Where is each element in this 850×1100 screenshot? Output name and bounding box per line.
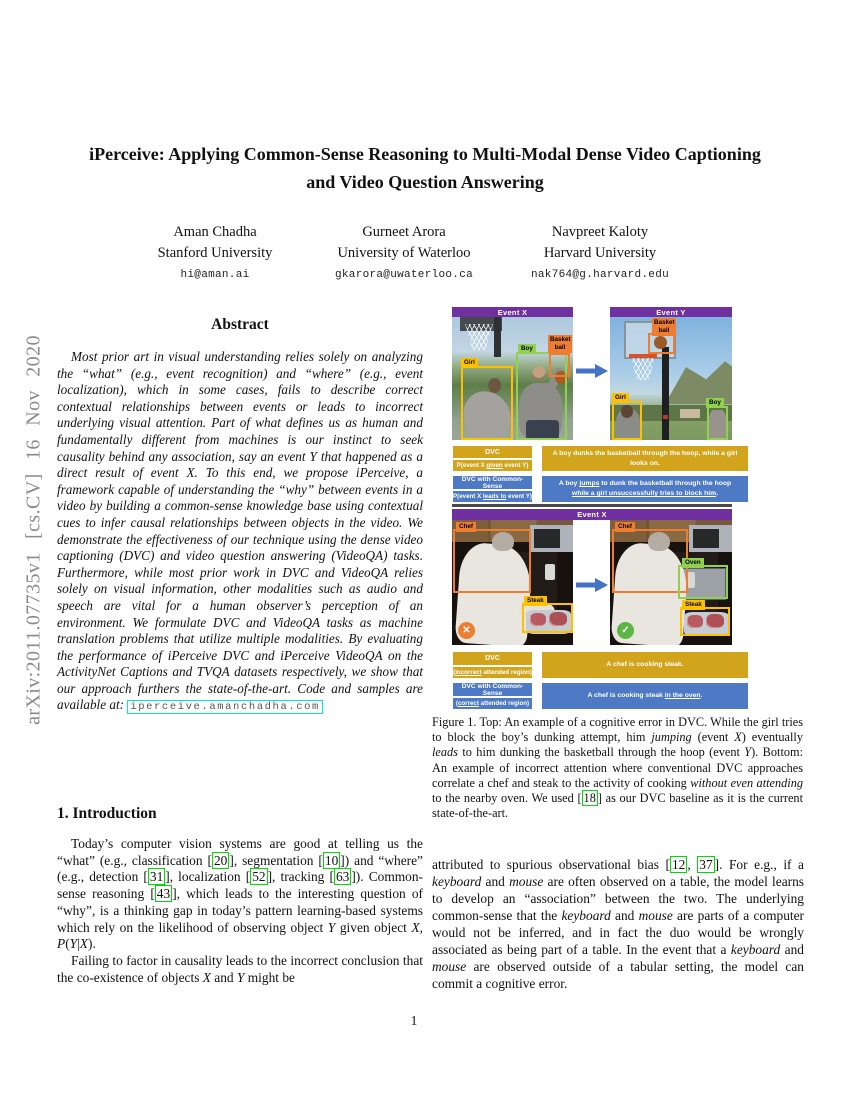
bbox-chef	[453, 529, 531, 593]
author-affiliation: Harvard University	[543, 245, 657, 261]
bbox-basketball	[549, 353, 570, 377]
microwave-window	[693, 529, 719, 548]
hoop-pole	[662, 347, 669, 440]
figure-caption: Figure 1. Top: An example of a cognitive error in DVC. While the girl tries to block the boy’s dunking attempt, him jumping (event X) eventually leads to him dunking the basketball through the hoop (event Y). Bottom: An example of incorrect attention where conventional DVC approaches correlate a chef and steak to the activity of cooking without even attending to the nearby oven. We used [ 18 ] as our DVC baseline as it is the current state-of-the-art.	[432, 715, 803, 821]
abstract-text	[57, 349, 423, 716]
bbox-label-boy: Boy	[518, 344, 536, 354]
author-email: nak764@g.harvard.edu	[530, 269, 670, 281]
bbox-label-girl: Girl	[461, 358, 478, 368]
common-sense-region-box-bottom: (correct attended region)	[453, 698, 532, 709]
citation-link[interactable]: 12	[671, 857, 686, 872]
common-sense-label-box-top: DVC with Common-Sense	[453, 476, 532, 489]
basketball-net	[465, 324, 493, 350]
abstract-code-link[interactable]: iperceive.amanchadha.com	[127, 700, 323, 714]
pole-band	[663, 415, 668, 419]
right-arrow-icon	[576, 363, 608, 379]
section-heading-introduction: 1. Introduction	[57, 805, 157, 822]
bbox-chef	[612, 529, 688, 593]
event-x-photo	[452, 317, 573, 440]
chef-photo-correct	[610, 520, 732, 645]
paper-title: iPerceive: Applying Common-Sense Reasoning to Multi-Modal Dense Video Captioning and Video Question Answering	[89, 144, 761, 192]
author-affiliation: University of Waterloo	[337, 245, 471, 261]
microwave-window	[534, 529, 560, 548]
dvc-region-box-bottom: (incorrect attended region)	[453, 669, 532, 676]
bbox-label-oven: Oven	[682, 558, 704, 568]
citation-link[interactable]: 10	[324, 852, 339, 868]
author-block	[299, 224, 509, 281]
wall-switch	[545, 564, 555, 580]
citation-link[interactable]: 31	[149, 869, 164, 885]
abstract-body-text: Most prior art in visual understanding relies solely on analyzing the “what” (e.g., event recognition) and “where” (e.g., event localization), which in some cases, fails to describe correct contextual relationships between events or leads to incorrect underlying visual attention. Part of what defines us as human and fundamentally different from machines is our instinct to seek causality behind any association, say an event Y that happened as a direct result of event X. To this end, we propose iPerceive, a framework capable of understanding the “why” between events in a video by building a common-sense knowledge base using contextual cues to infer causal relationships between objects in the video. We demonstrate the effectiveness of our technique using the dense video captioning (DVC) and video question answering (VideoQA) tasks. Furthermore, while most prior work in DVC and VideoQA relies solely on visual information, other modalities such as audio and speech are vital for a human observer’s perception of an environment. We formulate DVC and VideoQA tasks as machine translation problems that utilize multiple modalities. By evaluating the performance of iPerceive DVC and iPerceive VideoQA on the ActivityNet Captions and TVQA datasets respectively, we show that our approach furthers the state-of-the-art. Code and samples are available at:	[57, 349, 423, 713]
common-sense-caption-box-bottom: A chef is cooking steak in the oven.	[542, 683, 748, 709]
event-x-header-top: Event X	[452, 307, 573, 317]
event-y-header-top: Event Y	[610, 307, 732, 317]
bbox-girl	[461, 366, 513, 440]
abstract-heading: Abstract	[211, 316, 269, 333]
citation-link[interactable]: 20	[213, 852, 228, 868]
author-block	[495, 224, 705, 281]
bbox-label-steak: Steak	[524, 596, 547, 606]
bbox-label-basketball: Basket ball	[654, 319, 675, 334]
basketball-net	[631, 358, 655, 380]
author-affiliation: Stanford University	[157, 245, 273, 261]
author-name: Navpreet Kaloty	[551, 224, 649, 240]
author-email: hi@aman.ai	[180, 269, 250, 281]
bbox-steak	[680, 607, 730, 636]
author-name: Aman Chadha	[173, 224, 257, 240]
bbox-label-basketball: Basket ball	[550, 336, 571, 351]
author-email: gkarora@uwaterloo.ca	[334, 269, 474, 281]
bbox-basketball	[648, 333, 675, 354]
citation-link[interactable]: 37	[699, 857, 713, 872]
citation-link[interactable]: 18	[583, 791, 596, 806]
dvc-caption-box-top: A boy dunks the basketball through the hoop, while a girl looks on.	[542, 446, 748, 471]
dvc-label-box-bottom: DVC	[453, 652, 532, 665]
correct-icon: ✓	[617, 622, 634, 639]
intro-paragraph-2: Failing to factor in causality leads to the incorrect conclusion that the co-existence of objects X and Y might be	[57, 952, 423, 985]
author-name: Gurneet Arora	[362, 224, 446, 240]
bbox-oven	[678, 565, 728, 599]
event-x-header-bottom: Event X	[452, 509, 732, 520]
dvc-caption-box-bottom: A chef is cooking steak.	[542, 652, 748, 678]
bbox-girl	[612, 401, 642, 440]
house	[680, 409, 700, 418]
bbox-label-girl: Girl	[612, 393, 629, 403]
bbox-label-chef: Chef	[456, 522, 476, 532]
intro-paragraph-1: Today’s computer vision systems are good at telling us the “what” (e.g., classification [ 20 ], segmentation [ 10 ]) and “where” (e.g., detection [ 31 ], localization [ 52 ], tracking [ 63 ]). Common-sense reasoning [ 43 ], which leads to the interesting question of “why”, is a thinking gap in today’s pattern learning-based systems which rely on the likelihood of observing object Y given object X, P(Y|X).	[57, 836, 424, 952]
bbox-boy	[707, 406, 728, 440]
figure-divider	[452, 504, 732, 507]
citation-link[interactable]: 43	[156, 886, 171, 902]
hoop-rim	[629, 354, 657, 358]
common-sense-caption-box-top: A boy jumps to dunk the basketball through the hoop while a girl unsuccessfully tries to block him.	[542, 476, 748, 502]
citation-link[interactable]: 52	[252, 869, 266, 885]
chef-photo-incorrect	[452, 520, 573, 645]
introduction-text	[57, 836, 423, 986]
figure-1	[452, 305, 738, 711]
event-y-photo	[610, 317, 732, 440]
dvc-probability-box-top: P(event X given event Y)	[453, 460, 532, 471]
right-arrow-icon	[576, 577, 608, 593]
continuation-paragraph: attributed to spurious observational bias [ 12 , 37 ]. For e.g., if a keyboard and mouse are often observed on a table, the model learns to develop an “association” between the two. The underlying common-sense that the keyboard and mouse are parts of a computer would not be inferred, and in fact the duo would be wrongly associated as being part of a table. In the event that a keyboard and mouse are observed outside of a tabular setting, the model can commit a cognitive error.	[432, 857, 805, 991]
bbox-label-chef: Chef	[615, 522, 635, 532]
citation-link[interactable]: 63	[335, 869, 350, 885]
author-block	[110, 224, 320, 281]
dvc-label-box-top: DVC	[453, 446, 532, 458]
error-icon: ✕	[458, 622, 475, 639]
page-number: 1	[410, 1013, 418, 1028]
common-sense-probability-box-top: P(event X leads to event Y)	[453, 493, 532, 500]
bbox-steak	[522, 603, 573, 633]
bbox-label-boy: Boy	[706, 398, 724, 408]
hoop-pole	[494, 317, 501, 357]
common-sense-label-box-bottom: DVC with Common-Sense	[453, 683, 532, 696]
arxiv-banner: arXiv:2011.07735v1 [cs.CV] 16 Nov 2020	[22, 335, 45, 725]
bbox-label-steak: Steak	[682, 600, 705, 610]
